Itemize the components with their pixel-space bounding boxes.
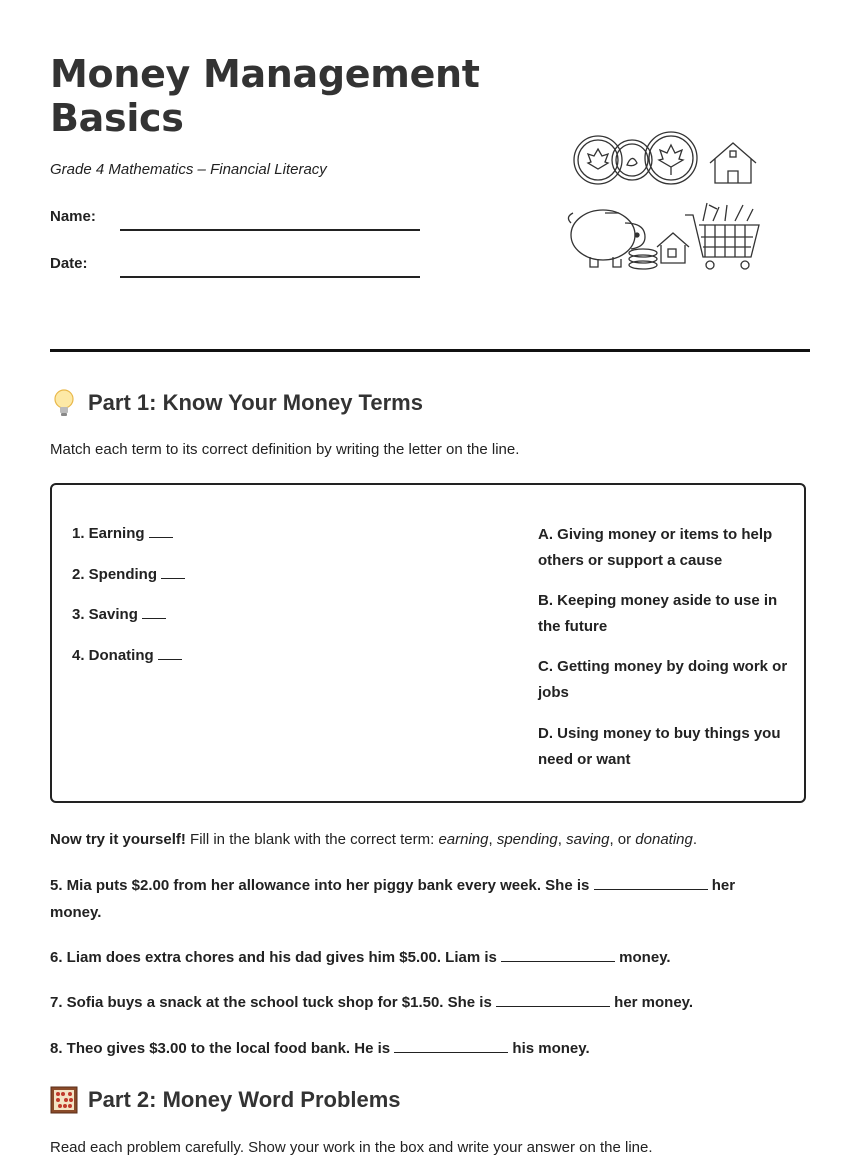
coin-stack-icon bbox=[629, 249, 657, 269]
date-label: Date: bbox=[50, 255, 88, 272]
part1-heading bbox=[50, 388, 423, 418]
page-subtitle: Grade 4 Mathematics – Financial Literacy bbox=[50, 161, 327, 178]
shopping-cart-icon bbox=[685, 203, 759, 269]
answer-blank[interactable] bbox=[149, 525, 173, 538]
part2-heading-text: Part 2: Money Word Problems bbox=[88, 1087, 401, 1112]
date-field[interactable] bbox=[120, 276, 420, 278]
part1-heading-text: Part 1: Know Your Money Terms bbox=[88, 390, 423, 415]
part2-instructions: Read each problem carefully. Show your work in the box and write your answer on the line. bbox=[50, 1139, 653, 1156]
piggy-bank-icon bbox=[568, 210, 645, 267]
part1-instructions: Match each term to its correct definition by writing the letter on the line. bbox=[50, 441, 520, 458]
name-label: Name: bbox=[50, 208, 96, 225]
term-item: 2. Spending bbox=[72, 566, 185, 583]
term-item: 3. Saving bbox=[72, 606, 166, 623]
term-item: 1. Earning bbox=[72, 525, 173, 542]
coins-icon bbox=[574, 132, 697, 184]
part2-heading bbox=[50, 1085, 401, 1115]
definition-item: A. Giving money or items to help others or support a cause bbox=[538, 526, 773, 569]
question-8: 8. Theo gives $3.00 to the local food bank. He is his money. bbox=[50, 1040, 590, 1057]
answer-blank[interactable] bbox=[501, 947, 615, 962]
definition-item: D. Using money to buy things you need or want bbox=[538, 725, 781, 768]
house-icon bbox=[710, 143, 756, 183]
answer-blank[interactable] bbox=[158, 647, 182, 660]
definition-item: C. Getting money by doing work or jobs bbox=[538, 658, 788, 701]
question-5: 5. Mia puts $2.00 from her allowance into her piggy bank every week. She is her money. bbox=[50, 877, 736, 921]
question-7: 7. Sofia buys a snack at the school tuck shop for $1.50. She is her money. bbox=[50, 994, 694, 1011]
answer-blank[interactable] bbox=[496, 992, 610, 1007]
answer-blank[interactable] bbox=[161, 566, 185, 579]
lightbulb-icon bbox=[50, 388, 78, 418]
matching-box bbox=[50, 483, 806, 803]
answer-blank[interactable] bbox=[594, 875, 708, 890]
page-title: Money Management Basics bbox=[50, 52, 480, 140]
definition-item: B. Keeping money aside to use in the future bbox=[538, 592, 778, 635]
small-house-icon bbox=[657, 233, 689, 263]
section-divider bbox=[50, 349, 810, 352]
term-item: 4. Donating bbox=[72, 647, 182, 664]
name-field[interactable] bbox=[120, 229, 420, 231]
money-clipart bbox=[565, 125, 765, 273]
question-6: 6. Liam does extra chores and his dad gives him $5.00. Liam is money. bbox=[50, 949, 671, 966]
try-it-instructions: Now try it yourself! Fill in the blank with the correct term: earning, spending, saving, or donating. bbox=[50, 831, 698, 848]
abacus-icon bbox=[50, 1085, 78, 1115]
answer-blank[interactable] bbox=[142, 606, 166, 619]
answer-blank[interactable] bbox=[394, 1038, 508, 1053]
